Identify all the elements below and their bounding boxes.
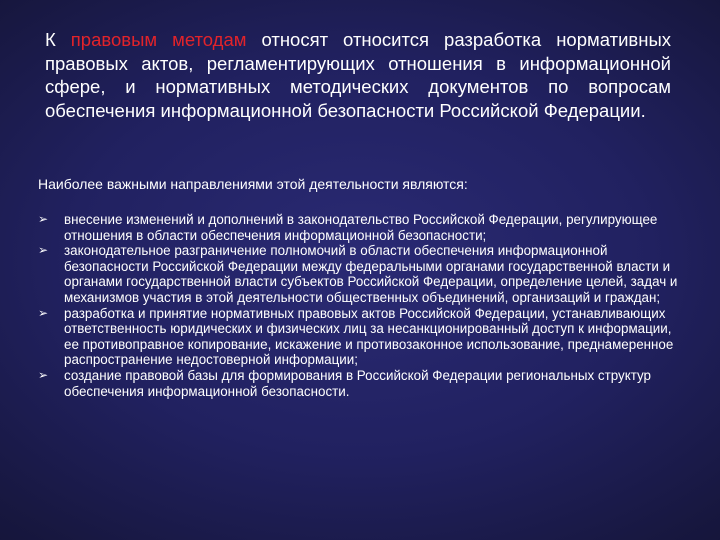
directions-list [38,212,688,399]
list-item [38,368,688,399]
list-item-text: создание правовой базы для формирования в Российской Федерации региональных структур обеспечения информационной безопасности. [64,367,651,399]
arrowhead-bullet-icon: ➢ [38,212,49,226]
lead-prefix: К [45,29,71,50]
list-item [38,212,688,243]
list-item-text: разработка и принятие нормативных правовых актов Российской Федерации, устанавливающих ответственность юридических и физических лиц за несанкционированный доступ к информации, ее противоправное копирование, искажение и противозаконное использование, преднамеренное распространение недостоверной информации; [64,305,674,368]
list-item [38,306,688,368]
arrowhead-bullet-icon: ➢ [38,243,49,258]
list-item-text: законодательное разграничение полномочий в области обеспечения информационной безопасности Российской Федерации между федеральными органами государственной власти и органами государственной власти субъектов Российской Федерации, определение целей, задач и механизмов участия в этой деятельности общественных объединений, организаций и граждан; [64,243,678,305]
list-item [38,243,688,305]
list-item-text: внесение изменений и дополнений в законодательство Российской Федерации, регулирующее отношения в области обеспечения информационной безопасности; [64,212,658,243]
intro-text: Наиболее важными направлениями этой деятельности являются: [38,176,468,192]
arrowhead-bullet-icon: ➢ [38,305,49,320]
lead-rest: относят относится разработка нормативных правовых актов, регламентирующих отношения в информационной сфере, и нормативных методических документов по вопросам обеспечения информационной безопасности Российской Федерации. [45,29,671,121]
lead-highlight: правовым методам [70,29,247,50]
arrowhead-bullet-icon: ➢ [38,367,49,382]
lead-paragraph [45,28,671,122]
